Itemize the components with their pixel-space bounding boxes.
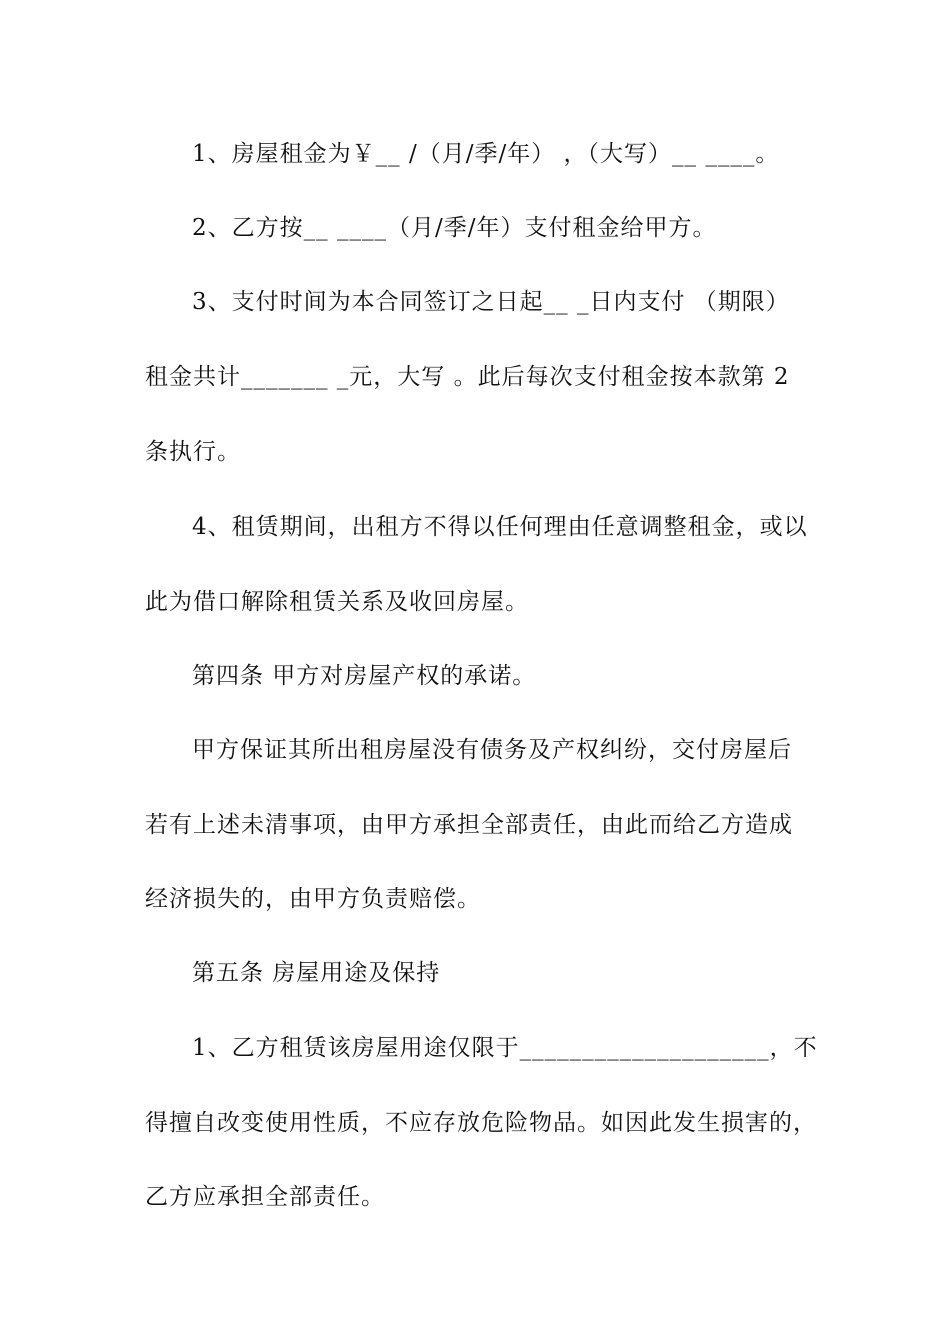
article-4-paragraph-line-2: 若有上述未清事项，由甲方承担全部责任，由此而给乙方造成 <box>145 812 793 838</box>
clause-3-item-1: 1、房屋租金为￥__ /（月/季/年） ，（大写）__ ____。 <box>192 141 780 167</box>
article-4-heading: 第四条 甲方对房屋产权的承诺。 <box>192 663 537 689</box>
article-4-paragraph-line-3: 经济损失的，由甲方负责赔偿。 <box>145 886 481 912</box>
article-5-item-1-line-1: 1、乙方租赁该房屋用途仅限于____________________，不 <box>192 1035 818 1061</box>
article-5-heading: 第五条 房屋用途及保持 <box>192 960 441 986</box>
clause-3-item-3-line-3: 条执行。 <box>145 439 241 465</box>
clause-3-item-3-line-1: 3、支付时间为本合同签订之日起__ _日内支付 （期限） <box>192 289 790 315</box>
article-5-item-1-line-3: 乙方应承担全部责任。 <box>145 1184 385 1210</box>
article-4-paragraph-line-1: 甲方保证其所出租房屋没有债务及产权纠纷，交付房屋后 <box>192 737 792 763</box>
clause-3-item-3-line-2: 租金共计_______ _元，大写 。此后每次支付租金按本款第 2 <box>145 364 790 390</box>
article-5-item-1-line-2: 得擅自改变使用性质，不应存放危险物品。如因此发生损害的， <box>145 1110 817 1136</box>
clause-3-item-4-line-1: 4、租赁期间，出租方不得以任何理由任意调整租金，或以 <box>192 514 808 540</box>
clause-3-item-4-line-2: 此为借口解除租赁关系及收回房屋。 <box>145 589 529 615</box>
clause-3-item-2: 2、乙方按__ ____（月/季/年）支付租金给甲方。 <box>192 215 717 241</box>
